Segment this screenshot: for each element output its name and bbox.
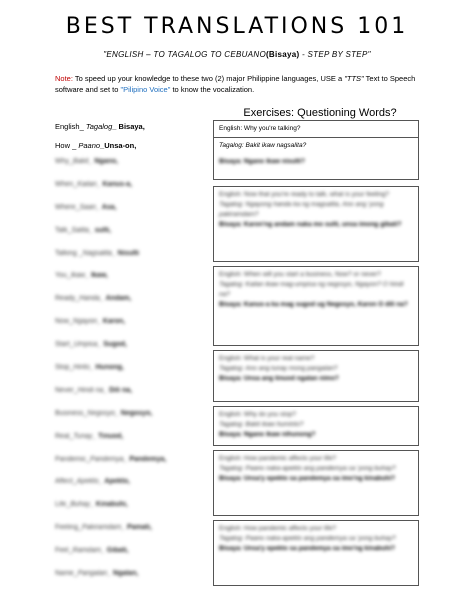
subtitle-suffix: - STEP BY STEP" — [299, 50, 371, 59]
note-text-3: to know the vocalization. — [170, 85, 255, 94]
vocab-bisaya: Negosyo, — [120, 409, 153, 417]
exercise-tagalog: Tagalog: Bakit ikaw nagsalita? — [219, 142, 307, 149]
vocab-row — [55, 272, 205, 295]
vocab-header-line-1 — [55, 122, 145, 131]
vocab-header-bisaya: _ Bisaya, — [112, 122, 145, 131]
vocab-row — [55, 158, 205, 181]
document-title: BEST TRANSLATIONS 101 — [65, 14, 409, 39]
vocab-header-english: English_ — [55, 122, 86, 131]
exercise-box — [213, 350, 419, 402]
vocab-english: Life_ — [55, 501, 71, 509]
vocab-tagalog: Ramdam_ — [72, 547, 105, 555]
exercise-bisaya: Bisaya: Unsa'y epekto sa pandemya sa imo'ng kinabuhi? — [219, 545, 396, 552]
vocab-bisaya: Apekto, — [104, 478, 130, 486]
exercise-english: English: How pandemic affects your life? — [219, 455, 336, 462]
exercise-box — [213, 266, 419, 346]
exercise-tagalog: Tagalog: Paano naka-apekto ang pandemya sa 'yong buhay? — [219, 535, 396, 542]
vocab-row — [55, 410, 205, 433]
vocab-english: Now_ — [55, 318, 73, 326]
vocab-tagalog: Hinto_ — [73, 364, 94, 372]
vocab-english: Why_ — [55, 158, 73, 165]
exercise-bisaya: Bisaya: Ngano ikaw nihunong? — [219, 431, 316, 438]
vocab-how-tagalog: Paano — [78, 141, 101, 150]
vocab-bisaya: Gibati, — [106, 547, 129, 555]
vocab-tagalog: Ngayon_ — [72, 318, 101, 326]
vocab-bisaya: Kinabuhi, — [95, 501, 128, 509]
vocab-tagalog: Handa_ — [79, 295, 104, 303]
vocab-english: Talk_ — [55, 226, 72, 234]
vocab-bisaya: Karon, — [102, 318, 126, 326]
vocab-row — [55, 364, 205, 387]
note-tts: "TTS" — [344, 74, 364, 83]
vocab-tagalog: Bakit_ — [72, 158, 93, 165]
vocab-english: Start_ — [55, 341, 74, 349]
vocab-tagalog: Salita_ — [71, 226, 93, 234]
exercise-english: English: When will you start a business, Now? or never? — [219, 271, 381, 278]
vocab-bisaya: Nisulti — [117, 249, 140, 257]
exercise-box — [213, 120, 419, 180]
vocab-row — [55, 387, 205, 410]
subtitle-bisaya: (Bisaya) — [265, 50, 300, 59]
vocab-tagalog: Umpisa_ — [73, 341, 102, 349]
note-label: Note: — [55, 74, 73, 83]
vocab-bisaya: Hunong, — [95, 364, 124, 372]
vocab-english: Talking _ — [55, 249, 83, 257]
vocab-row — [55, 547, 205, 570]
vocab-english: Never_ — [55, 386, 78, 394]
exercise-box — [213, 450, 419, 516]
vocab-english: Pandemic_ — [55, 455, 91, 463]
exercise-english: English: Why you're talking? — [214, 124, 418, 138]
vocab-how-english: How _ — [55, 141, 79, 150]
vocab-tagalog: Pandemya_ — [90, 455, 128, 463]
vocab-row — [55, 227, 205, 250]
exercise-english: English: What is your real name? — [219, 355, 315, 362]
vocab-english: Stop_ — [55, 364, 74, 372]
vocab-tagalog: Pakiramdam_ — [81, 524, 126, 532]
vocab-bisaya: Ngano, — [94, 158, 119, 165]
vocab-bisaya: Tinuod, — [98, 432, 124, 440]
vocab-english: Feeling_ — [55, 524, 82, 532]
vocab-tagalog: Apekto_ — [76, 478, 103, 486]
vocab-tagalog: Negosyo_ — [87, 409, 119, 417]
vocab-row — [55, 204, 205, 227]
vocab-bisaya: Andam, — [105, 295, 132, 303]
vocab-row — [55, 433, 205, 456]
exercise-box — [213, 406, 419, 446]
vocab-english: Ready_ — [55, 295, 80, 303]
exercise-bisaya: Bisaya: Unsa ang tinuod ngalan nimo? — [219, 375, 339, 382]
vocab-row — [55, 524, 205, 547]
vocab-tagalog: Saan_ — [79, 203, 100, 211]
exercise-tagalog: Tagalog: Ngayong handa ka ng magsalita, Ano ang 'yong pakiramdam? — [219, 201, 384, 218]
vocab-header-line-2 — [55, 141, 136, 150]
vocab-bisaya: Ikaw, — [90, 272, 108, 280]
exercise-tagalog: Tagalog: Bakit ikaw huminto? — [219, 421, 304, 428]
exercise-english: English: Now that you're ready to talk, what is your feeling? — [219, 191, 389, 198]
vocab-tagalog: Nagsalita_ — [82, 249, 116, 257]
vocab-row — [55, 501, 205, 524]
vocabulary-list — [55, 158, 205, 593]
vocab-english: Feel_ — [55, 547, 73, 555]
note-paragraph — [55, 73, 435, 95]
vocab-bisaya: Pamati, — [127, 524, 152, 532]
exercise-tagalog: Tagalog: Paano naka-apekto ang pandemya sa 'yong buhay? — [219, 465, 396, 472]
vocab-tagalog: Ikaw_ — [70, 272, 90, 280]
vocab-row — [55, 181, 205, 204]
vocab-bisaya: Asa, — [101, 203, 117, 211]
exercise-bisaya: Bisaya: Karon'ng andam naka mo sulti, unsa imong gibati? — [219, 221, 402, 228]
vocab-english: When_ — [55, 180, 78, 188]
vocab-row — [55, 318, 205, 341]
vocab-tagalog: Kailan_ — [77, 180, 101, 188]
exercise-bisaya: Bisaya: Kanus-a ka mag sugod ug Negosyo, Karon O dili na? — [219, 301, 408, 308]
document-subtitle — [0, 50, 474, 59]
vocab-header-tagalog: Tagalog — [85, 122, 113, 131]
exercise-bisaya: Bisaya: Ngano ikaw nisulti? — [219, 158, 305, 165]
vocab-bisaya: sulti, — [94, 226, 112, 234]
exercise-bisaya: Bisaya: Unsa'y epekto sa pandemya sa imo'ng kinabuhi? — [219, 475, 396, 482]
vocab-tagalog: Pangalan_ — [77, 570, 112, 578]
exercise-english: English: How pandemic affects your life? — [219, 525, 336, 532]
exercise-box — [213, 520, 419, 586]
exercise-english: English: Why do you stop? — [219, 411, 296, 418]
vocab-row — [55, 295, 205, 318]
vocab-english: Affect_ — [55, 478, 77, 486]
note-text-2: Text to Speech software and set to — [55, 74, 416, 94]
vocab-bisaya: Sugod, — [103, 341, 127, 349]
vocab-row — [55, 478, 205, 501]
vocab-english: You_ — [55, 272, 71, 280]
note-voice: "Pilipino Voice" — [120, 85, 171, 94]
vocab-row — [55, 570, 205, 593]
exercises-heading: Exercises: Questioning Words? — [243, 107, 397, 119]
vocab-row — [55, 250, 205, 273]
vocab-how-bisaya: _Unsa-on, — [100, 141, 137, 150]
exercise-tagalog: Tagalog: Kailan ikaw mag-umpisa ng negosyo, Ngayon? O hindi na? — [219, 281, 404, 298]
vocab-tagalog: Hindi na_ — [77, 386, 108, 394]
vocab-tagalog: Tunay_ — [73, 432, 97, 440]
vocab-tagalog: Buhay_ — [70, 501, 94, 509]
vocab-row — [55, 341, 205, 364]
vocab-bisaya: Ngalan, — [113, 570, 139, 578]
note-text-1: To speed up your knowledge to these two (2) major Philippine languages, USE a — [72, 74, 345, 83]
vocab-bisaya: Pandemya, — [129, 455, 167, 463]
vocab-bisaya: Kanus-a, — [102, 180, 133, 188]
vocab-english: Name_ — [55, 570, 78, 578]
vocab-english: Business_ — [55, 409, 88, 417]
exercise-box — [213, 186, 419, 262]
subtitle-prefix: "ENGLISH – TO TAGALOG TO CEBUANO — [103, 50, 266, 59]
vocab-english: Where_ — [55, 203, 80, 211]
vocab-english: Real_ — [55, 432, 74, 440]
exercise-tagalog: Tagalog: Ano ang tunay mong pangalan? — [219, 365, 338, 372]
vocab-row — [55, 456, 205, 479]
vocab-bisaya: Dili na, — [109, 386, 133, 394]
